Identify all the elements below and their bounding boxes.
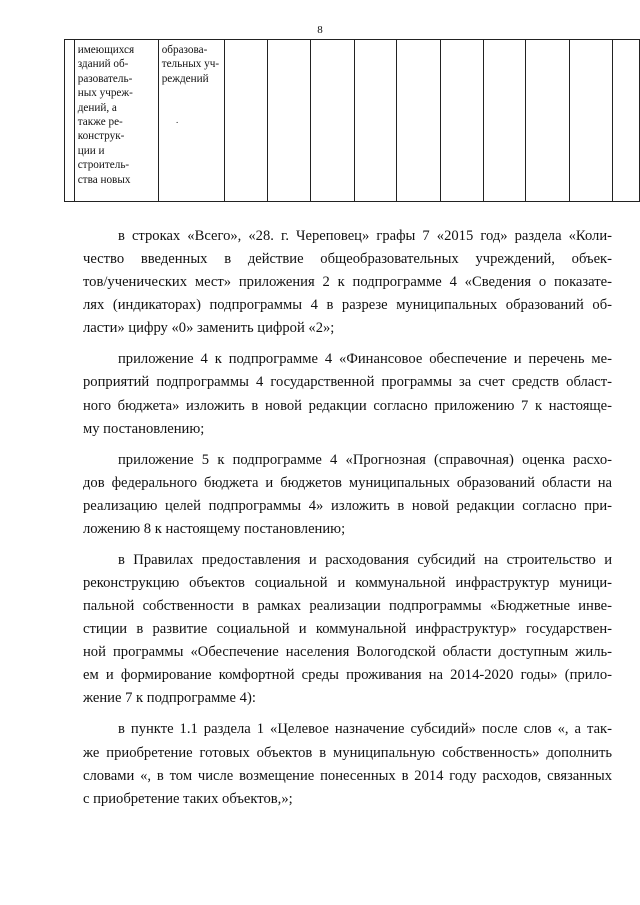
cell-text-lines [78, 43, 155, 187]
cell-line: дений, а [77, 101, 117, 114]
cell-line: ных учреж- [77, 87, 133, 100]
paragraph-line: чество введенных в действие общеобразовательных учреждений, объек- [83, 251, 612, 268]
paragraph-line: тов/ученических мест» приложения 2 к подпрограмме 4 «Сведения о показате- [83, 274, 612, 291]
paragraph-line: же приобретение готовых объектов в муниципальную собственность» дополнить [83, 744, 612, 761]
paragraph-line: ного бюджета» изложить в новой редакции согласно приложению 7 к настояще- [83, 397, 612, 414]
cell-text-lines [162, 43, 222, 86]
table-cell-empty [225, 40, 268, 202]
paragraph [83, 449, 612, 541]
cell-line: также ре- [77, 116, 123, 129]
paragraph-line: с приобретение таких объектов,»; [83, 790, 293, 807]
cell-line: реждений [161, 72, 209, 85]
paragraph-line: ласти» цифру «0» заменить цифрой «2»; [83, 320, 335, 337]
paragraph [83, 549, 612, 711]
table-cell-empty [310, 40, 354, 202]
paragraph-line: лях (индикаторах) подпрограммы 4 в разрезе муниципальных образований об- [83, 297, 612, 314]
paragraph-line: в строках «Всего», «28. г. Череповец» графы 7 «2015 год» раздела «Коли- [118, 228, 612, 244]
cell-line: разователь- [77, 72, 133, 85]
table-row [65, 40, 640, 202]
table-cell-empty [397, 40, 441, 202]
table-cell-object-type [158, 40, 225, 202]
paragraph-line: реконструкцию объектов социальной и коммунальной инфраструктур муници- [83, 574, 612, 591]
table-cell-description [74, 40, 158, 202]
table-cell-empty [354, 40, 397, 202]
paragraph-line: словами «, в том числе возмещение понесенных в 2014 году расходов, связанных [83, 767, 612, 784]
table-cell-empty [440, 40, 483, 202]
table-cell-empty [526, 40, 570, 202]
continued-table-fragment [64, 39, 640, 202]
paragraph-line: в пункте 1.1 раздела 1 «Целевое назначение субсидий» после слов «, а так- [118, 721, 612, 738]
paragraph-line: ем и формирование комфортной среды проживания на 2014-2020 годы» (прило- [83, 667, 612, 684]
cell-line: конструк- [77, 130, 125, 143]
stray-mark: . [176, 115, 179, 125]
paragraph-line: дов федерального бюджета и бюджетов муниципальных образований области на [83, 474, 612, 491]
paragraph [83, 348, 612, 440]
table-cell-empty [570, 40, 613, 202]
cell-line: образова- [161, 44, 208, 56]
table-cell-empty [483, 40, 526, 202]
page-number: 8 [317, 24, 323, 36]
document-body [83, 225, 612, 819]
paragraph [83, 225, 612, 340]
paragraph-line: роприятий подпрограммы 4 государственной программы за счет средств област- [83, 374, 612, 391]
cell-line: строитель- [77, 159, 130, 172]
cell-line: ства новых [77, 173, 131, 186]
table-cell-empty [268, 40, 311, 202]
cell-line: зданий об- [77, 58, 129, 71]
paragraph-line: му постановлению; [83, 420, 205, 437]
cell-line: ции и [77, 144, 105, 157]
paragraph-line: стиции в развитие социальной и коммунальной инфраструктур» государствен- [83, 621, 612, 638]
paragraph-line: жение 7 к подпрограмме 4): [83, 690, 256, 707]
paragraph-line: ложению 8 к настоящему постановлению; [83, 520, 346, 537]
paragraph [83, 718, 612, 810]
table-cell-empty [612, 40, 639, 202]
paragraph-line: реализацию целей подпрограммы 4» изложить в новой редакции согласно при- [83, 497, 612, 514]
cell-line: имеющихся [77, 44, 135, 56]
paragraph-line: пальной собственности в рамках реализации подпрограммы «Бюджетные инве- [83, 598, 612, 615]
paragraph-line: в Правилах предоставления и расходования субсидий на строительство и [118, 551, 612, 568]
table-cell-index [65, 40, 75, 202]
cell-line: тельных уч- [161, 58, 220, 71]
paragraph-line: ной программы «Обеспечение населения Вологодской области доступным жиль- [83, 644, 612, 661]
paragraph-line: приложение 4 к подпрограмме 4 «Финансовое обеспечение и перечень ме- [118, 351, 612, 368]
paragraph-line: приложение 5 к подпрограмме 4 «Прогнозная (справочная) оценка расхо- [118, 451, 612, 468]
